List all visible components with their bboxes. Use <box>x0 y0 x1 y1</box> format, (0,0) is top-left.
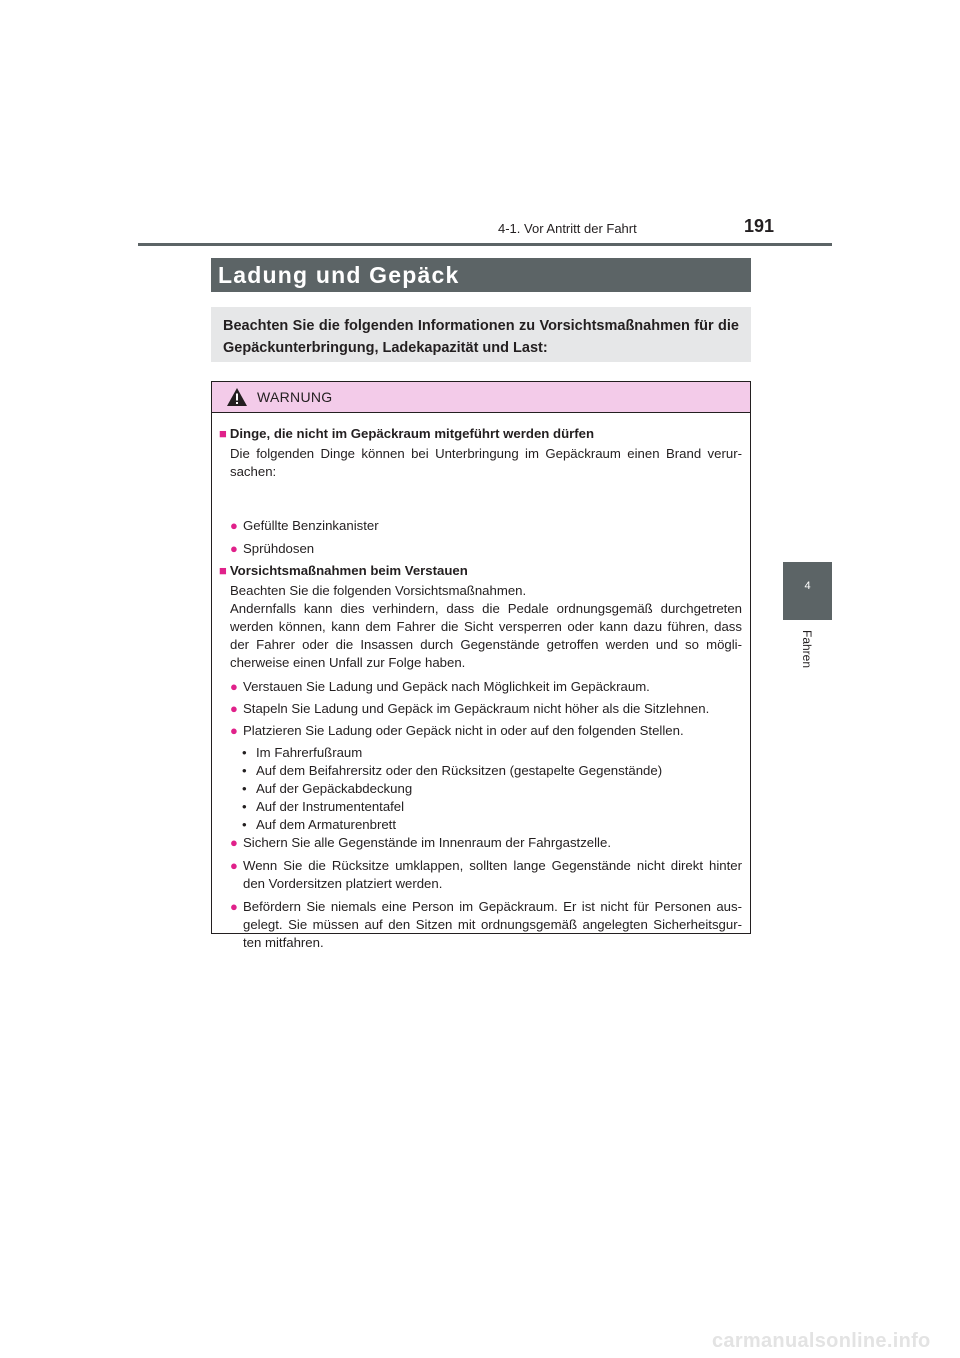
page-title: Ladung und Gepäck <box>218 262 460 288</box>
list-item: ● Sprühdosen <box>230 541 315 556</box>
side-tab-number: 4 <box>804 580 811 592</box>
circle-bullet-icon: ● <box>230 701 238 716</box>
square-bullet-icon: ■ <box>219 426 227 441</box>
warning-paragraph-1: Die folgenden Dinge können bei Unterbringung im Gepäckraum einen Brand verur- sachen: <box>230 446 742 479</box>
circle-bullet-icon: ● <box>230 899 238 914</box>
circle-bullet-icon: ● <box>230 835 238 850</box>
list-item: ● Platzieren Sie Ladung oder Gepäck nicht in oder auf den folgenden Stellen. <box>230 723 684 738</box>
side-tab <box>783 562 832 620</box>
warning-heading-1: ■ Dinge, die nicht im Gepäckraum mitgeführt werden dürfen <box>219 426 595 441</box>
warning-heading-2: ■ Vorsichtsmaßnahmen beim Verstauen <box>219 563 468 578</box>
list-item: ● Verstauen Sie Ladung und Gepäck nach Möglichkeit im Gepäckraum. <box>230 679 650 694</box>
circle-bullet-icon: ● <box>230 858 238 873</box>
watermark: carmanualsonline.info <box>712 1330 931 1352</box>
list-item: ● Wenn Sie die Rücksitze umklappen, sollten lange Gegenstände nicht direkt hinter den Vordersitzen platziert werden. <box>230 858 742 891</box>
intro-box: Beachten Sie die folgenden Informationen zu Vorsichtsmaßnahmen für die Gepäckunterbringung, Ladekapazität und Last: <box>211 307 751 362</box>
header-rule <box>138 243 832 246</box>
circle-bullet-icon: ● <box>230 541 238 556</box>
square-bullet-icon: ■ <box>219 563 227 578</box>
sub-list-item: • Auf der Gepäckabdeckung <box>242 781 413 796</box>
circle-bullet-icon: ● <box>230 679 238 694</box>
circle-bullet-icon: ● <box>230 518 238 533</box>
list-item: ● Befördern Sie niemals eine Person im Gepäckraum. Er ist nicht für Personen aus- gelegt. Sie müssen auf den Sitzen mit ordnungsgemäß angelegten Sicherheitsgur- ten mitfahren. <box>230 899 742 950</box>
list-item: ● Stapeln Sie Ladung und Gepäck im Gepäckraum nicht höher als die Sitzlehnen. <box>230 701 710 716</box>
sub-list-item: • Auf dem Armaturenbrett <box>242 817 397 832</box>
sub-list-item: • Auf der Instrumententafel <box>242 799 405 814</box>
warning-triangle-icon <box>226 387 248 407</box>
circle-bullet-icon: ● <box>230 723 238 738</box>
page-number: 191 <box>744 216 775 236</box>
header-section: 4-1. Vor Antritt der Fahrt <box>498 221 637 236</box>
warning-paragraph-2b: Andernfalls kann dies verhindern, dass die Pedale ordnungsgemäß durchgetreten werden können, kann dem Fahrer die Sicht versperren oder kann dazu führen, dass der Fahrer oder die Insassen durch Gegenstände getroffen werden und so mögli- cherweise einen Unfall zur Folge haben. <box>230 601 742 670</box>
title-bar <box>211 258 751 292</box>
sub-list-item: • Auf dem Beifahrersitz oder den Rücksitzen (gestapelte Gegenstände) <box>242 763 663 778</box>
warning-label: WARNUNG <box>257 389 333 405</box>
side-tab-label: Fahren <box>800 630 814 669</box>
list-item: ● Sichern Sie alle Gegenstände im Innenraum der Fahrgastzelle. <box>230 835 611 850</box>
warning-header <box>212 382 750 413</box>
warning-paragraph-2a: Beachten Sie die folgenden Vorsichtsmaßnahmen. <box>230 583 527 598</box>
list-item: ● Gefüllte Benzinkanister <box>230 518 379 533</box>
warning-box <box>211 381 751 950</box>
sub-list-item: • Im Fahrerfußraum <box>242 745 363 760</box>
